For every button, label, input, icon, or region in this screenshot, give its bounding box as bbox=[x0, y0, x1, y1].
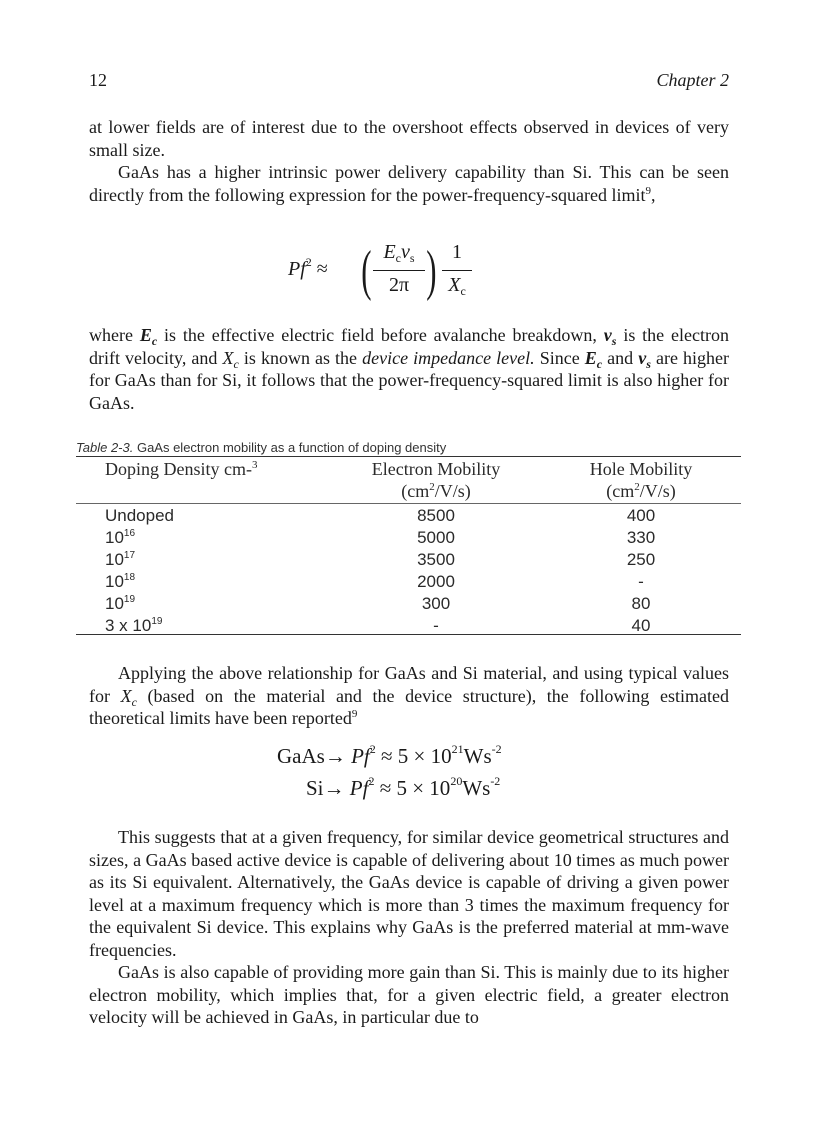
cell-electron: - bbox=[433, 616, 439, 635]
cell-hole: - bbox=[638, 572, 644, 591]
paragraph-gain: GaAs is also capable of providing more gain than Si. This is mainly due to its higher electron mobility, which implies that, for a given electric field, a greater electron velocity will be achieved in GaAs, in particular due to bbox=[89, 962, 729, 1027]
paragraph-power-capability bbox=[89, 161, 729, 206]
eq-unit-exp: -2 bbox=[491, 742, 502, 756]
cell-electron: 2000 bbox=[417, 572, 455, 591]
eq-unit: Ws bbox=[462, 776, 491, 800]
eq-pf-exp: 2 bbox=[368, 774, 375, 788]
cell-sup: 19 bbox=[151, 616, 163, 627]
cell-sup: 18 bbox=[123, 572, 136, 583]
eq-relation: ≈ 5 × 10 bbox=[375, 744, 452, 768]
cell-text: 10 bbox=[105, 550, 124, 569]
symbol-vs: v bbox=[603, 325, 612, 345]
paragraph-where bbox=[89, 324, 729, 414]
eq-arrow: → bbox=[324, 744, 346, 768]
cell-doping bbox=[105, 594, 135, 614]
eq-pf: Pf bbox=[349, 776, 369, 800]
text-run: Since bbox=[534, 347, 585, 368]
header-doping-density bbox=[105, 458, 257, 480]
table-row bbox=[76, 570, 741, 592]
trailing-punct: , bbox=[650, 184, 656, 205]
fraction2-numerator: 1 bbox=[452, 241, 462, 263]
text-block-intro bbox=[89, 116, 729, 206]
chapter-title: Chapter 2 bbox=[656, 70, 729, 90]
paragraph-text: GaAs has a higher intrinsic power delivery capability than Si. This can be seen directly from the following expression for the power-frequency-squared limit bbox=[89, 162, 729, 205]
equation-gaas bbox=[277, 740, 502, 772]
eq-pf: Pf bbox=[288, 258, 306, 280]
symbol-xc: X bbox=[222, 347, 234, 368]
text-run: and bbox=[602, 347, 639, 368]
cell-electron: 8500 bbox=[417, 506, 455, 525]
cell-hole: 40 bbox=[631, 616, 651, 635]
cell-sup: 16 bbox=[123, 528, 136, 539]
table-caption bbox=[76, 440, 716, 455]
text-block-applying bbox=[89, 662, 729, 730]
mobility-table bbox=[76, 456, 741, 635]
eq-approx: ≈ bbox=[316, 258, 328, 280]
cell-sup: 17 bbox=[123, 550, 136, 561]
eq-pf: Pf bbox=[351, 744, 370, 768]
eq-ec-sub: c bbox=[395, 251, 401, 265]
symbol-xc-sub: c bbox=[233, 356, 239, 371]
cell-doping bbox=[105, 528, 135, 548]
cell-hole: 250 bbox=[626, 550, 656, 569]
table-caption-label: Table 2-3. bbox=[76, 440, 134, 455]
symbol-xc-sub: c bbox=[131, 694, 137, 709]
fraction-bar bbox=[373, 270, 425, 271]
symbol-ec-sub: c bbox=[596, 356, 603, 371]
header-text: Electron Mobility bbox=[371, 459, 501, 479]
cell-doping bbox=[105, 572, 135, 592]
eq-pf-exp: 2 bbox=[369, 742, 376, 756]
symbol-xc: X bbox=[120, 685, 132, 706]
fraction2-denominator bbox=[442, 274, 472, 297]
header-hole-mobility bbox=[566, 458, 716, 502]
symbol-vs: v bbox=[638, 347, 647, 368]
text-run: (based on the material and the device structure), the following estimated theoretical limits have been reported bbox=[89, 685, 729, 728]
eq-material: GaAs bbox=[277, 744, 325, 768]
table-row bbox=[76, 614, 741, 636]
symbol-ec: E bbox=[139, 325, 152, 345]
header-sup: 3 bbox=[251, 459, 258, 471]
eq-pf-exp: 2 bbox=[305, 255, 312, 269]
text-run: is the electron drift velocity, and bbox=[89, 325, 729, 368]
header-text: Doping Density cm- bbox=[105, 459, 252, 479]
text-block-where bbox=[89, 324, 729, 414]
right-paren: ) bbox=[426, 240, 437, 302]
header-unit: (cm bbox=[401, 481, 430, 501]
table-caption-text: GaAs electron mobility as a function of doping density bbox=[133, 440, 447, 455]
fraction2-bar bbox=[442, 270, 472, 271]
equation-si bbox=[306, 772, 500, 804]
eq-exponent: 21 bbox=[451, 742, 464, 756]
eq-xc: X bbox=[448, 274, 461, 296]
left-paren: ( bbox=[361, 240, 372, 302]
header-electron-mobility bbox=[346, 458, 526, 502]
cell-electron: 5000 bbox=[417, 528, 455, 547]
text-run: Applying the above relationship for GaAs and Si material, and using typical values for bbox=[89, 663, 729, 706]
term-device-impedance: device impedance level. bbox=[362, 347, 535, 368]
table-body bbox=[76, 504, 741, 634]
header-unit: /V/s) bbox=[434, 481, 471, 501]
cell-hole: 330 bbox=[626, 528, 656, 547]
header-unit: (cm bbox=[606, 481, 635, 501]
cell-text: 10 bbox=[105, 572, 124, 591]
eq-unit-exp: -2 bbox=[490, 774, 501, 788]
text-run: where bbox=[89, 325, 140, 345]
cell-text: 3 x 10 bbox=[105, 616, 152, 635]
symbol-vs-sub: s bbox=[646, 356, 651, 371]
text-run: is known as the bbox=[238, 347, 363, 368]
symbol-vs-sub: s bbox=[611, 334, 617, 348]
page-number: 12 bbox=[89, 70, 107, 90]
cell-hole: 400 bbox=[626, 506, 656, 525]
cell-doping bbox=[105, 550, 135, 570]
cell-electron: 3500 bbox=[417, 550, 455, 569]
header-sup: 2 bbox=[634, 481, 640, 493]
eq-ec: E bbox=[383, 241, 396, 263]
paragraph-continuation: at lower fields are of interest due to the overshoot effects observed in devices of very small size. bbox=[89, 117, 729, 160]
text-block-conclusion bbox=[89, 826, 729, 1029]
fraction-numerator bbox=[373, 241, 425, 264]
eq-relation: ≈ 5 × 10 bbox=[374, 776, 451, 800]
eq-arrow: → bbox=[323, 776, 345, 800]
cell-doping bbox=[105, 506, 174, 526]
table-header bbox=[76, 457, 741, 503]
footnote-ref: 9 bbox=[645, 184, 651, 197]
running-head bbox=[89, 70, 729, 94]
cell-hole: 80 bbox=[631, 594, 651, 613]
header-text: Hole Mobility bbox=[589, 459, 693, 479]
text-run: are higher for GaAs than for Si, it follows that the power-frequency-squared limit is also higher for GaAs. bbox=[89, 347, 729, 413]
equation-line-gaas bbox=[89, 740, 729, 772]
symbol-ec: E bbox=[584, 347, 597, 368]
equation-theoretical-limits bbox=[89, 740, 729, 804]
cell-text: 10 bbox=[105, 528, 124, 547]
table-row bbox=[76, 504, 741, 526]
text-run: is the effective electric field before avalanche breakdown, bbox=[157, 325, 604, 345]
eq-xc-sub: c bbox=[460, 284, 466, 298]
table-row bbox=[76, 592, 741, 614]
header-unit: /V/s) bbox=[639, 481, 676, 501]
paragraph-suggests: This suggests that at a given frequency, for similar device geometrical structures and sizes, a GaAs based active device is capable of delivering about 10 times as much power as its Si equivalent. Alternatively, the GaAs device is capable of driving a given power level at a maximum frequency which is more than 3 times the maximum frequency for the equivalent Si device. This explains why GaAs is the preferred material at mm-wave frequencies. bbox=[89, 827, 729, 960]
fraction-denominator: 2π bbox=[388, 274, 410, 296]
cell-text: Undoped bbox=[105, 506, 175, 525]
cell-electron: 300 bbox=[421, 594, 451, 613]
eq-vs-sub: s bbox=[409, 251, 415, 265]
eq-material: Si bbox=[306, 776, 324, 800]
equation-lhs bbox=[288, 255, 328, 281]
footnote-ref: 9 bbox=[351, 708, 358, 720]
table-row bbox=[76, 526, 741, 548]
table-row bbox=[76, 548, 741, 570]
equation-power-frequency-limit bbox=[288, 238, 488, 304]
cell-doping bbox=[105, 616, 162, 636]
paragraph-applying bbox=[89, 662, 729, 730]
header-sup: 2 bbox=[429, 481, 435, 493]
cell-sup: 19 bbox=[123, 594, 136, 605]
eq-vs: v bbox=[400, 241, 410, 263]
eq-exponent: 20 bbox=[450, 774, 463, 788]
cell-text: 10 bbox=[105, 594, 124, 613]
equation-line-si bbox=[89, 772, 729, 804]
symbol-ec-sub: c bbox=[151, 334, 158, 348]
eq-unit: Ws bbox=[463, 744, 492, 768]
